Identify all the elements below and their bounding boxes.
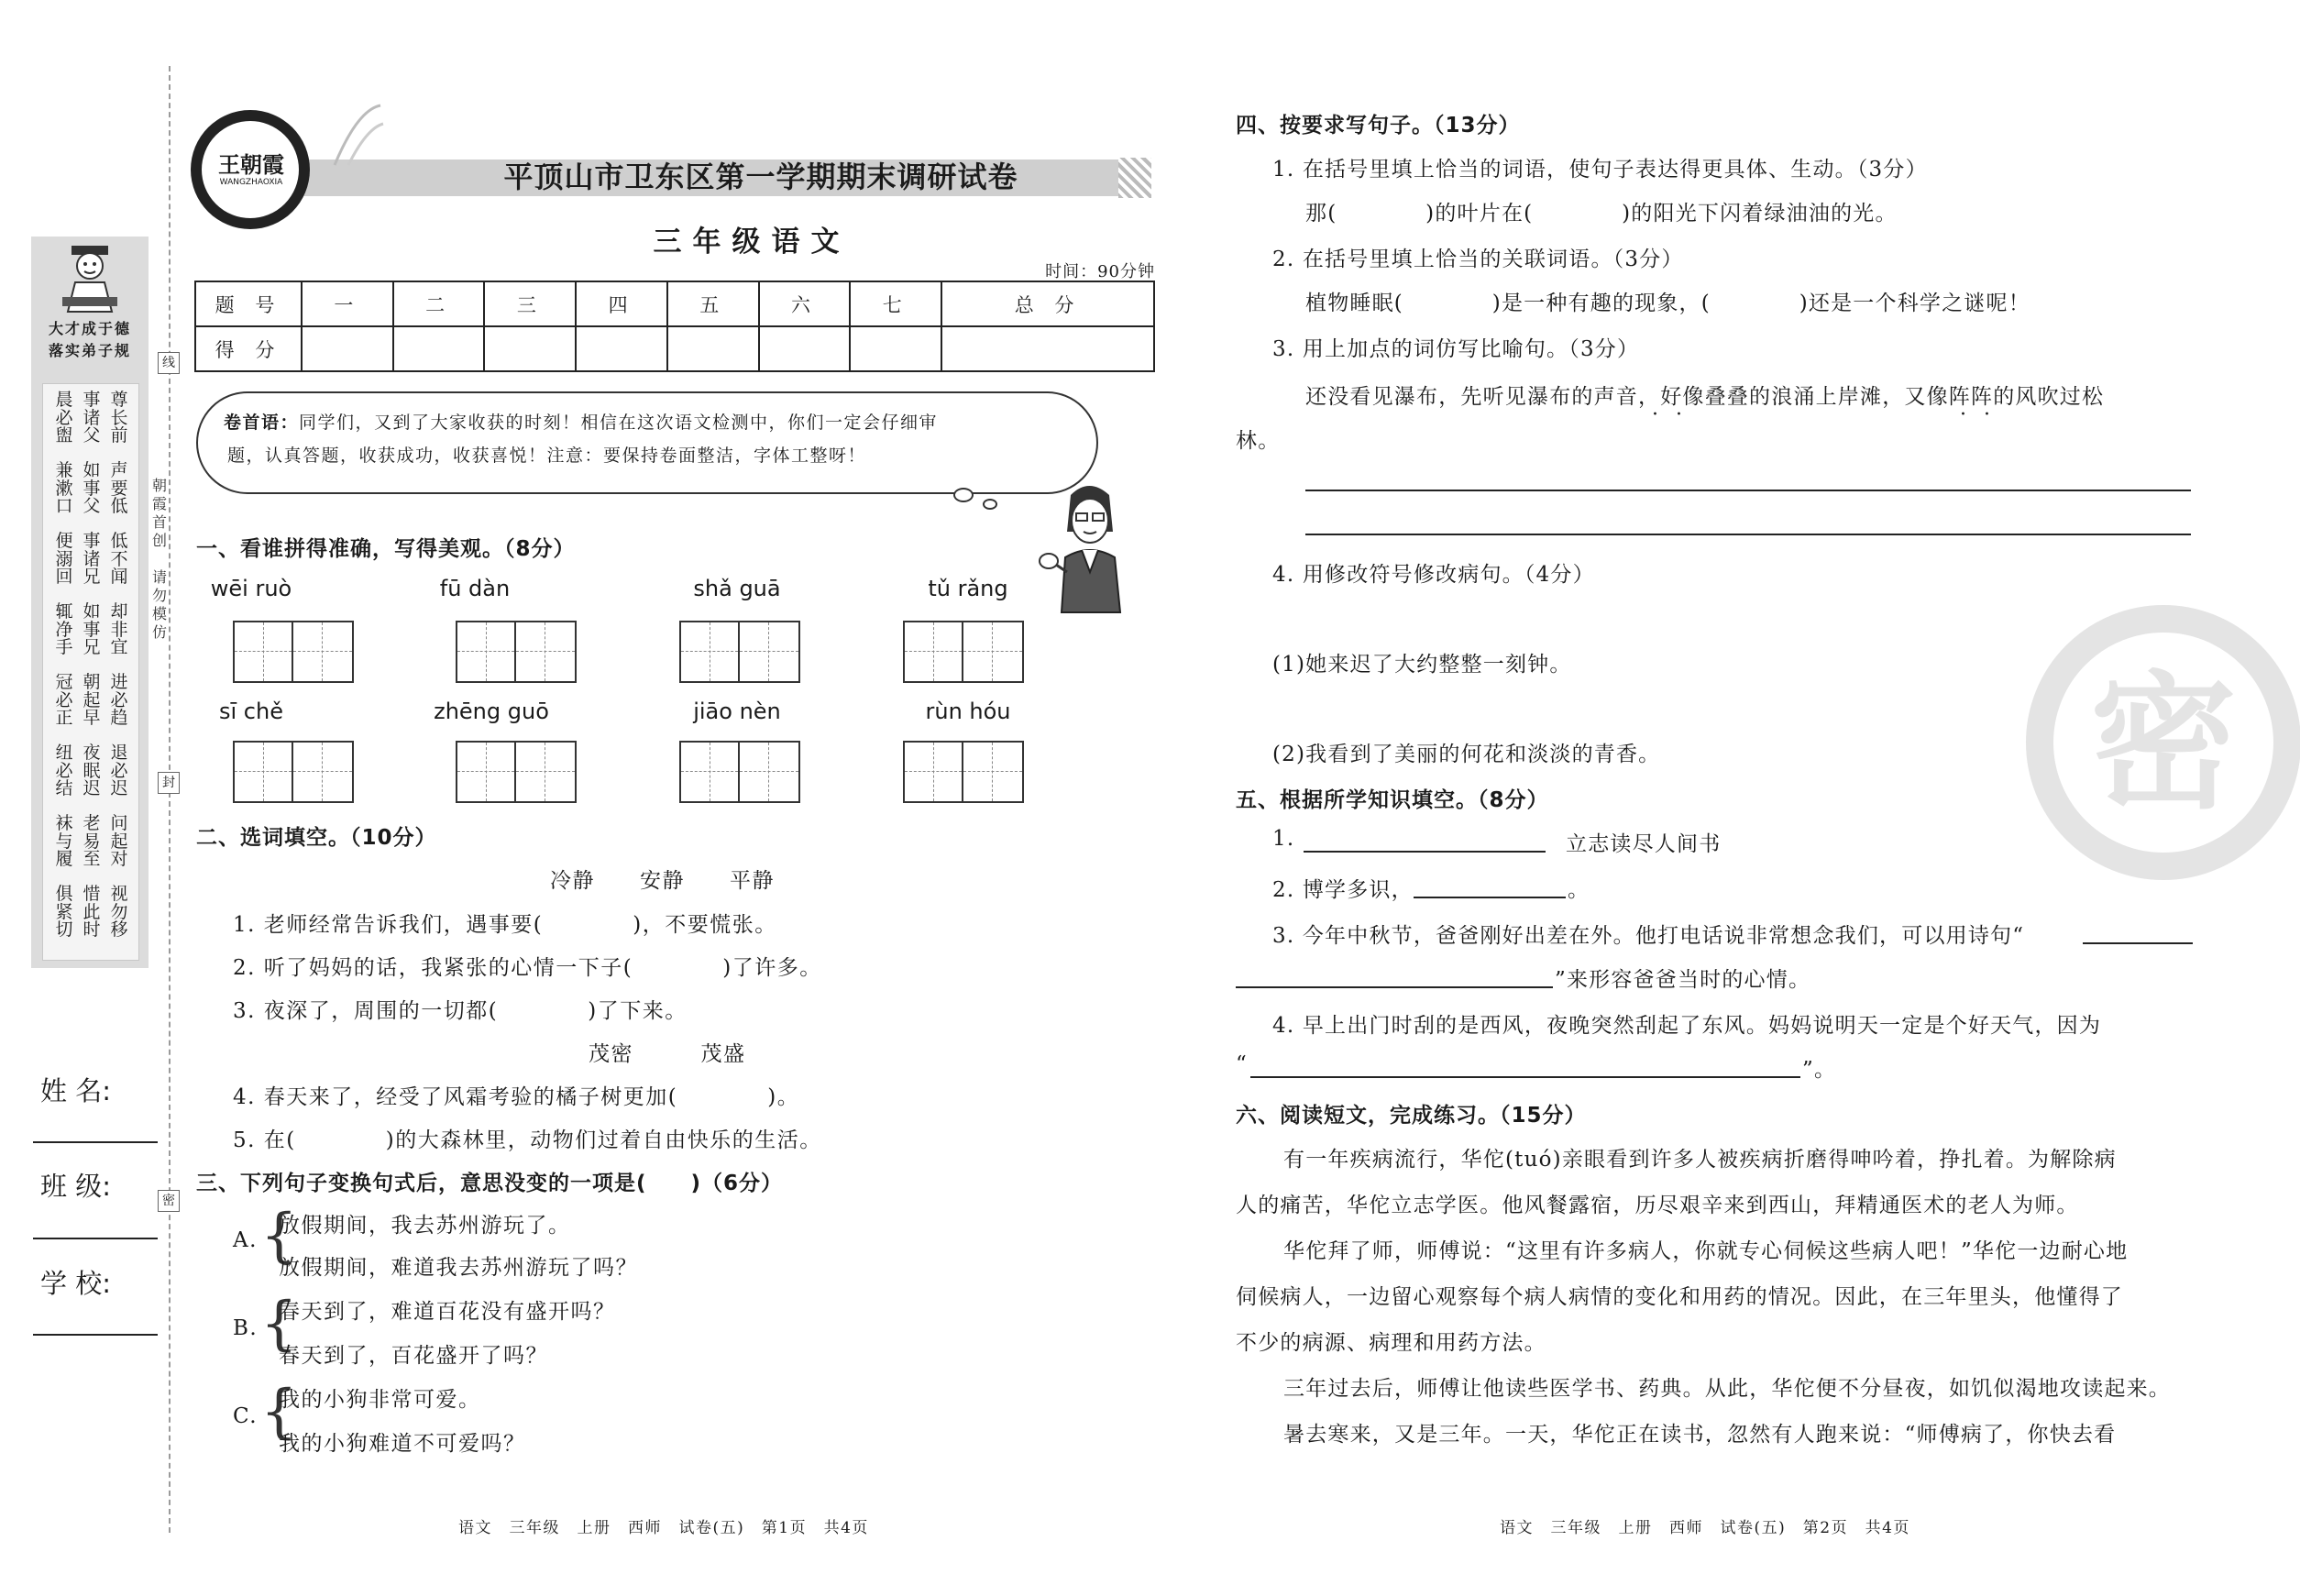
exam-time: 时间：90分钟 <box>1045 262 1155 281</box>
score-table <box>194 281 1155 372</box>
writing-grid[interactable] <box>903 621 1024 683</box>
passage-line: 人的痛苦，华佗立志学医。他风餐露宿，历尽艰辛来到西山，拜精通医术的老人为师。 <box>1236 1194 2079 1217</box>
maxim: 进必趋 <box>110 672 128 728</box>
score-header-cell: 题 号 <box>195 281 302 326</box>
option-sentence: 放假期间，我去苏州游玩了。 <box>279 1214 571 1238</box>
question-5-4: 4. 早上出门时刮的是西风，夜晚突然刮起了东风。妈妈说明天一定是个好天气，因为 <box>1272 1014 2102 1038</box>
score-header-cell: 四 <box>576 281 667 326</box>
logo-text: 王朝霞 <box>218 151 284 178</box>
score-header-cell: 六 <box>759 281 851 326</box>
cut-mark: 封 <box>158 772 180 794</box>
answer-line[interactable] <box>1414 897 1566 898</box>
maxim: 如事父 <box>83 460 101 516</box>
writing-grid[interactable] <box>679 621 800 683</box>
exam-subject: 三年级语文 <box>653 226 851 259</box>
maxim: 老易至 <box>83 813 101 869</box>
word-choices: 冷静 安静 平静 <box>550 869 775 893</box>
pinyin: jiāo nèn <box>693 699 781 724</box>
question-4-3-text: 林。 <box>1236 429 1281 453</box>
score-cell[interactable] <box>850 326 941 371</box>
sentence-to-fix: (1)她来迟了大约整整一刻钟。 <box>1272 653 1572 677</box>
question-4-1: 1. 在括号里填上恰当的词语，使句子表达得更具体、生动。（3分） <box>1272 158 1928 182</box>
passage-line: 三年过去后，师傅让他读些医学书、药典。从此，华佗便不分昼夜，如饥似渴地攻读起来。 <box>1283 1377 2171 1401</box>
score-cell[interactable] <box>759 326 851 371</box>
footer-page-2: 语文 三年级 上册 西师 试卷(五) 第2页 共4页 <box>1500 1519 1910 1537</box>
question-2-3: 3. 夜深了，周围的一切都( )了下来。 <box>233 999 688 1023</box>
class-label: 班 级: <box>40 1171 111 1202</box>
maxim: 事诸父 <box>83 390 101 446</box>
maxim: 朝起早 <box>83 672 101 728</box>
option-sentence: 我的小狗难道不可爱吗？ <box>279 1432 526 1456</box>
logo-subtext: WANGZHAOXIA <box>219 178 283 187</box>
school-label: 学 校: <box>40 1268 111 1299</box>
name-label: 姓 名: <box>40 1075 111 1106</box>
brace-icon: { <box>260 1378 298 1446</box>
maxim: 晨必盥 <box>55 390 73 446</box>
footer-page-1: 语文 三年级 上册 西师 试卷(五) 第1页 共4页 <box>458 1519 869 1537</box>
maxim: 夜眠迟 <box>83 743 101 798</box>
answer-line[interactable] <box>1250 1076 1800 1078</box>
copyright-note: 朝霞首创 <box>151 477 167 549</box>
maxim: 低不闻 <box>110 531 128 587</box>
maxim: 如事兄 <box>83 601 101 657</box>
word-choices: 茂密 茂盛 <box>589 1042 746 1066</box>
pinyin: wēi ruò <box>210 576 292 601</box>
maxim: 兼漱口 <box>55 460 73 516</box>
section-1-title: 一、看谁拼得准确，写得美观。（8分） <box>196 537 576 561</box>
pinyin: rùn hóu <box>925 699 1011 724</box>
score-header-cell: 五 <box>667 281 759 326</box>
question-5-3: 3. 今年中秋节，爸爸刚好出差在外。他打电话说非常想念我们，可以用诗句“ <box>1272 924 2025 948</box>
preface-line: 题，认真答题，收获成功，收获喜悦！注意：要保持卷面整洁，字体工整呀！ <box>227 446 867 466</box>
passage-line: 不少的病源、病理和用药方法。 <box>1236 1331 1546 1355</box>
cut-mark: 密 <box>158 1190 180 1212</box>
passage-line: 暑去寒来，又是三年。一天，华佗正在读书，忽然有人跑来说：“师傅病了，你快去看 <box>1283 1423 2117 1447</box>
motto-1: 大才成于德 <box>48 320 131 337</box>
maxim-strip <box>31 237 149 968</box>
cut-mark: 线 <box>158 352 180 374</box>
answer-line[interactable] <box>1236 986 1553 988</box>
maxim: 事诸兄 <box>83 531 101 587</box>
option-letter[interactable]: C. <box>233 1404 259 1428</box>
question-4-1-text: 那( )的叶片在( )的阳光下闪着绿油油的光。 <box>1305 202 1898 226</box>
maxim: 视勿移 <box>110 884 128 940</box>
option-letter[interactable]: A. <box>233 1228 258 1252</box>
question-4-2-text: 植物睡眠( )是一种有趣的现象，( )还是一个科学之谜呢！ <box>1305 292 2030 315</box>
class-field[interactable] <box>33 1238 158 1239</box>
score-cell[interactable] <box>667 326 759 371</box>
publisher-logo <box>191 110 310 229</box>
question-5-1-num: 1. <box>1272 827 1295 851</box>
score-cell[interactable] <box>576 326 667 371</box>
emphasis-dot: · <box>1652 403 1658 426</box>
preface-label: 卷首语： <box>224 413 300 433</box>
writing-grid[interactable] <box>233 741 354 803</box>
student-cartoon-icon <box>59 244 121 314</box>
maxim: 袜与履 <box>55 813 73 869</box>
section-2-title: 二、选词填空。（10分） <box>196 826 437 850</box>
maxim: 冠必正 <box>55 672 73 728</box>
ribbon-icon <box>330 101 385 174</box>
score-header-cell: 七 <box>850 281 941 326</box>
school-field[interactable] <box>33 1334 158 1336</box>
quote-close: ”。 <box>1802 1058 1837 1082</box>
maxim: 问起对 <box>110 813 128 869</box>
exam-title: 平顶山市卫东区第一学期期末调研试卷 <box>503 160 1018 194</box>
option-letter[interactable]: B. <box>233 1316 259 1340</box>
score-cell[interactable] <box>484 326 576 371</box>
question-2-4: 4. 春天来了，经受了风霜考验的橘子树更加( )。 <box>233 1085 800 1109</box>
maxim: 声要低 <box>110 460 128 516</box>
writing-grid[interactable] <box>233 621 354 683</box>
question-5-2-end: 。 <box>1568 878 1590 902</box>
question-2-5: 5. 在( )的大森林里，动物们过着自由快乐的生活。 <box>233 1128 822 1152</box>
cloud-bubble <box>983 499 997 510</box>
question-2-1: 1. 老师经常告诉我们，遇事要( )，不要慌张。 <box>233 913 777 937</box>
writing-grid[interactable] <box>456 741 577 803</box>
cloud-bubble <box>953 488 974 502</box>
section-4-title: 四、按要求写句子。（13分） <box>1236 114 1521 138</box>
maxim: 却非宜 <box>110 601 128 657</box>
confidential-watermark: 密 <box>2026 605 2300 880</box>
maxim: 纽必结 <box>55 743 73 798</box>
option-sentence: 春天到了，难道百花没有盛开吗？ <box>279 1300 616 1324</box>
answer-line[interactable] <box>2083 942 2193 944</box>
question-4-3-text: 还没看见瀑布，先听见瀑布的声音，好像叠叠的浪涌上岸滩，又像阵阵的风吹过松 <box>1305 385 2105 409</box>
pinyin: zhēng guō <box>434 699 549 724</box>
motto-2: 落实弟子规 <box>48 342 131 359</box>
answer-line[interactable] <box>1304 851 1546 853</box>
copyright-note: 请勿模仿 <box>151 568 167 641</box>
option-sentence: 我的小狗非常可爱。 <box>279 1388 481 1412</box>
maxim-box <box>42 383 139 961</box>
writing-grid[interactable] <box>679 741 800 803</box>
preface-text <box>224 406 1067 472</box>
preface-line: 同学们，又到了大家收获的时刻！相信在这次语文检测中，你们一定会仔细审 <box>299 413 939 433</box>
pinyin: shǎ guā <box>693 576 781 601</box>
section-6-title: 六、阅读短文，完成练习。（15分） <box>1236 1104 1587 1128</box>
passage-line: 有一年疾病流行，华佗(tuó)亲眼看到许多人被疾病折磨得呻吟着，挣扎着。为解除病 <box>1283 1148 2117 1172</box>
emphasis-dot: · <box>1984 403 1990 426</box>
sentence-to-fix: (2)我看到了美丽的何花和淡淡的青香。 <box>1272 743 1661 766</box>
score-header-row <box>195 281 1154 326</box>
maxim: 辄净手 <box>55 601 73 657</box>
binding-dash-line <box>169 66 171 1533</box>
name-field[interactable] <box>33 1141 158 1143</box>
question-4-3: 3. 用上加点的词仿写比喻句。（3分） <box>1272 337 1640 361</box>
passage-line: 华佗拜了师，师傅说：“这里有许多病人，你就专心伺候这些病人吧！”华佗一边耐心地 <box>1283 1239 2129 1263</box>
score-header-cell: 总 分 <box>941 281 1154 326</box>
maxim: 惜此时 <box>83 884 101 940</box>
maxim: 俱紧切 <box>55 884 73 940</box>
score-row-label: 得 分 <box>195 326 302 371</box>
brace-icon: { <box>260 1290 298 1358</box>
question-5-3-end: ”来形容爸爸当时的心情。 <box>1555 968 1811 992</box>
writing-grid[interactable] <box>456 621 577 683</box>
emphasis-dot: · <box>1676 403 1682 426</box>
maxim: 便溺回 <box>55 531 73 587</box>
emphasis-dot: · <box>1960 403 1966 426</box>
answer-line[interactable] <box>1305 490 2191 491</box>
section-5-title: 五、根据所学知识填空。（8分） <box>1236 788 1549 812</box>
question-5-2: 2. 博学多识， <box>1272 878 1414 902</box>
question-4-4: 4. 用修改符号修改病句。（4分） <box>1272 563 1595 587</box>
answer-line[interactable] <box>1305 534 2191 535</box>
section-3-title: 三、下列句子变换句式后，意思没变的一项是( )（6分） <box>196 1172 784 1195</box>
maxim: 尊长前 <box>110 390 128 446</box>
option-sentence: 春天到了，百花盛开了吗？ <box>279 1344 548 1368</box>
pinyin: sī chě <box>219 699 283 724</box>
question-2-2: 2. 听了妈妈的话，我紧张的心情一下子( )了许多。 <box>233 956 822 980</box>
score-cell[interactable] <box>302 326 393 371</box>
pinyin: fū dàn <box>439 576 511 601</box>
option-sentence: 放假期间，难道我去苏州游玩了吗？ <box>279 1256 638 1280</box>
maxim: 退必迟 <box>110 743 128 798</box>
passage-line: 伺候病人，一边留心观察每个病人病情的变化和用药的情况。因此，在三年里头，他懂得了 <box>1236 1285 2123 1309</box>
score-header-cell: 一 <box>302 281 393 326</box>
score-header-cell: 二 <box>393 281 485 326</box>
quote-open: “ <box>1236 1052 1248 1076</box>
score-cell[interactable] <box>393 326 485 371</box>
question-5-1-text: 立志读尽人间书 <box>1566 832 1722 856</box>
writing-grid[interactable] <box>903 741 1024 803</box>
score-cell[interactable] <box>941 326 1154 371</box>
question-4-2: 2. 在括号里填上恰当的关联词语。（3分） <box>1272 248 1684 271</box>
score-row <box>195 326 1154 371</box>
score-header-cell: 三 <box>484 281 576 326</box>
pinyin: tǔ rǎng <box>928 576 1008 601</box>
brace-icon: { <box>260 1202 298 1270</box>
